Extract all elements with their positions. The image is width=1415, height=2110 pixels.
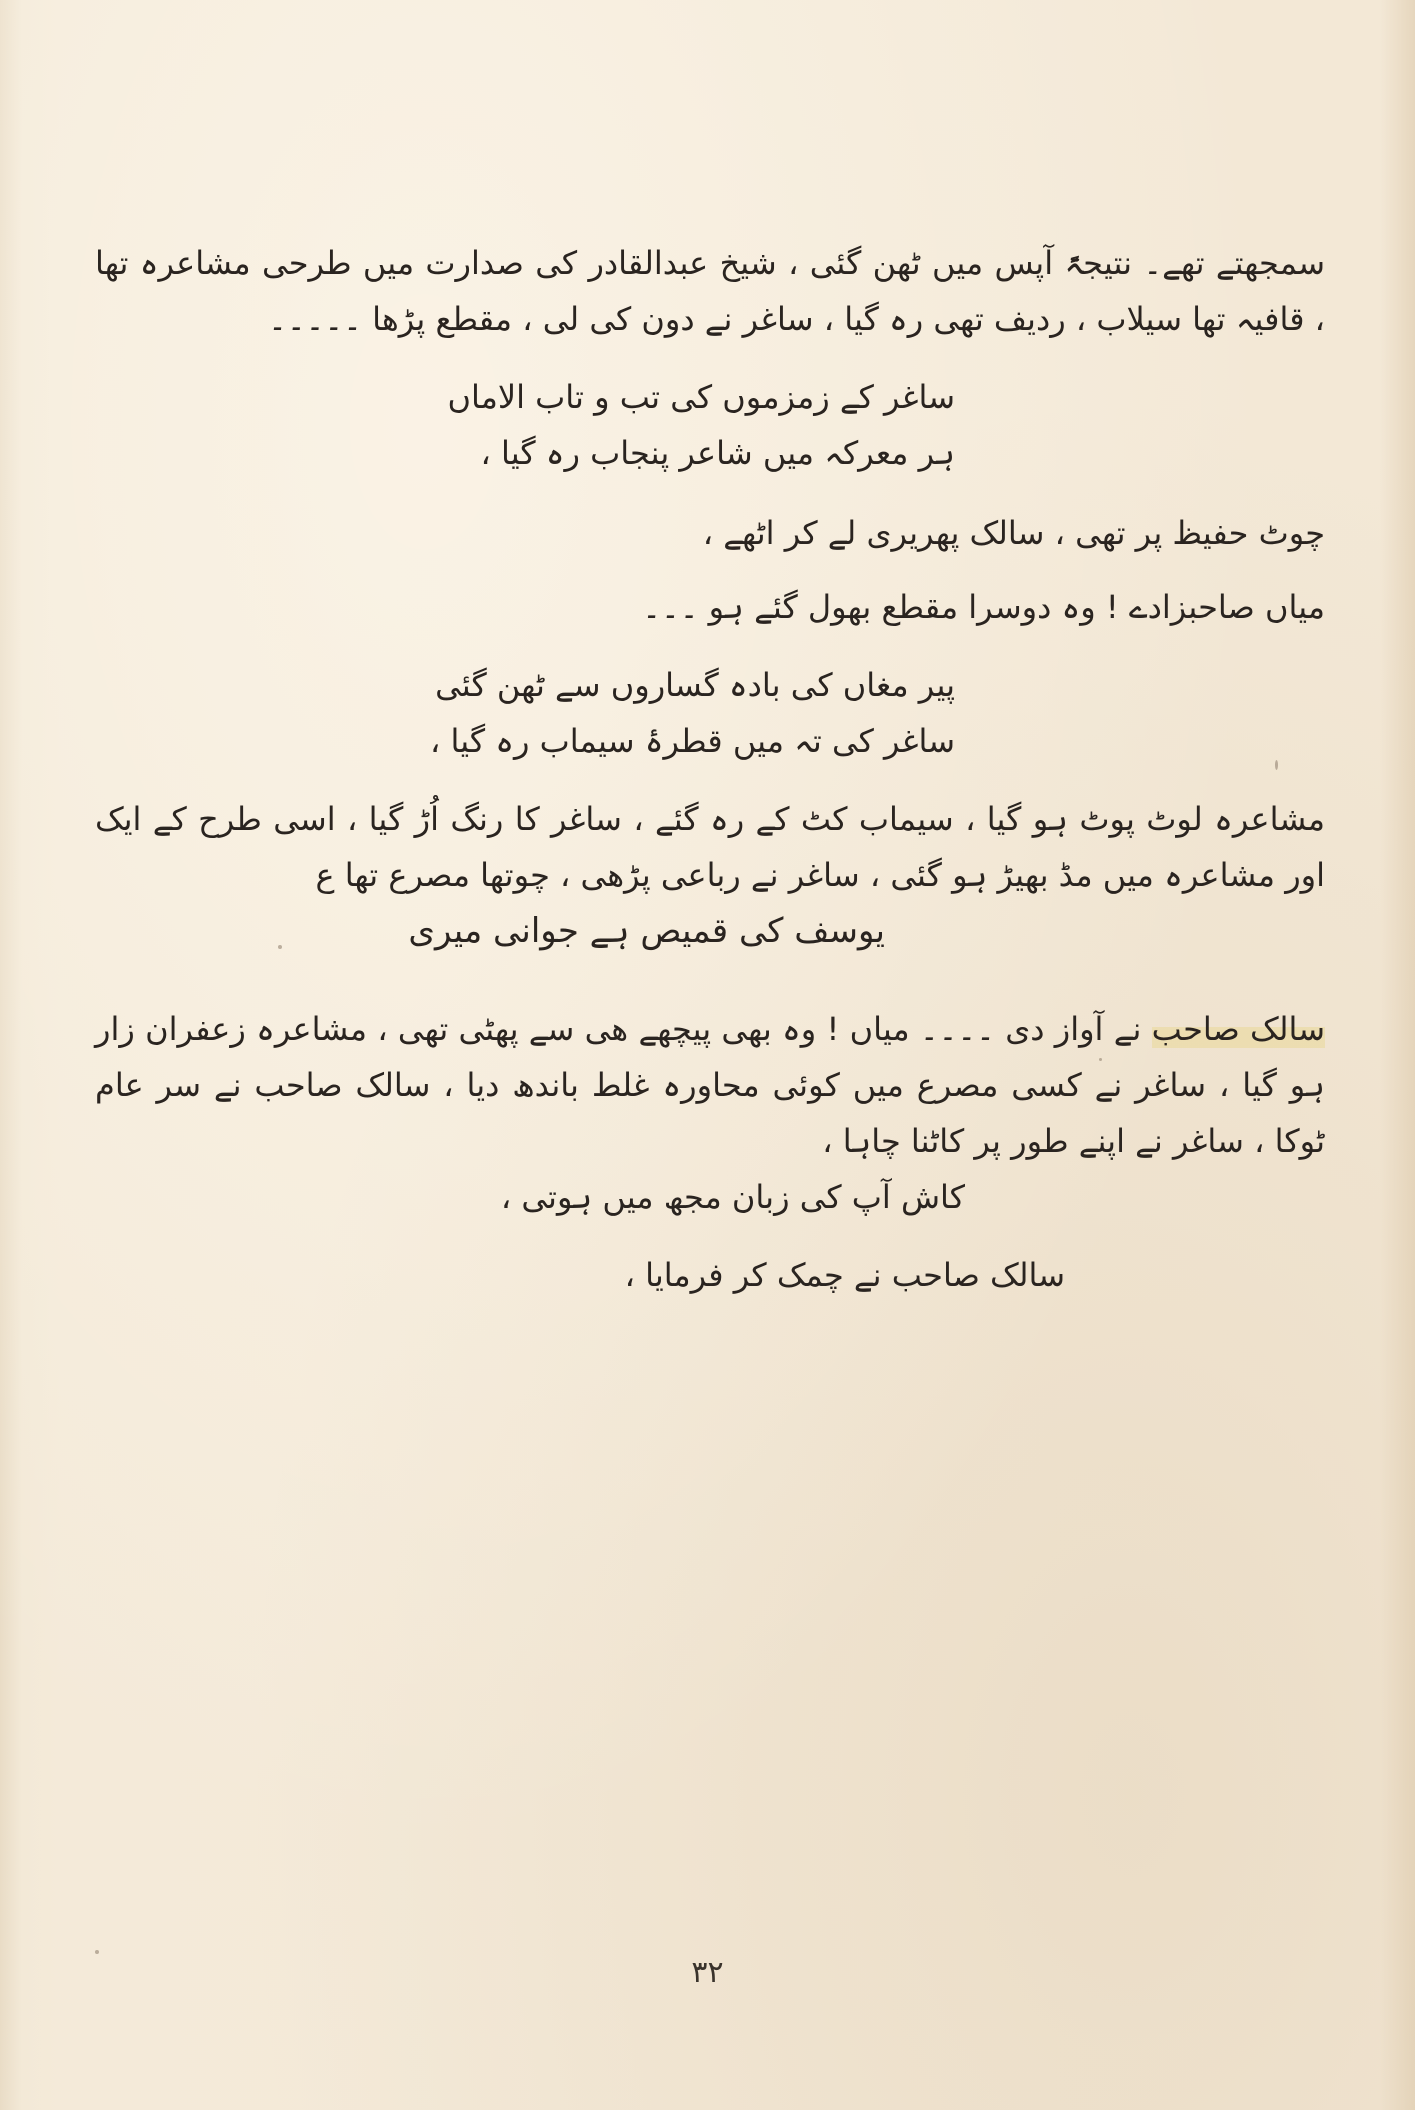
paragraph-mushaira: مشاعرہ لوٹ پوٹ ہو گیا ، سیماب کٹ کے رہ گئے ، ساغر کا رنگ اُڑ گیا ، اسی طرح کے ایک اور مشاعرہ میں مڈ بھیڑ ہو گئی ، ساغر نے رباعی پڑھی ، چوتھا مصرع تھا ع <box>95 800 1325 894</box>
verse-line: پیر مغاں کی بادہ گساروں سے ٹھن گئی <box>435 666 955 704</box>
paragraph-salik-text: نے آواز دی ۔۔۔۔ میاں ! وہ بھی پیچھے ھی سے پھٹی تھی ، مشاعرہ زعفران زار ہو گیا ، ساغر نے کسی مصرع میں کوئی محاورہ غلط باندھ دیا ، سالک صاحب نے سر عام ٹوکا ، ساغر نے اپنے طور پر کاٹنا چاہا ، <box>95 1010 1325 1160</box>
text-line-salik-final: سالک صاحب نے چمک کر فرمایا ، <box>624 1256 1065 1294</box>
paragraph-opening: سمجھتے تھے۔ نتیجۃً آپس میں ٹھن گئی ، شیخ عبدالقادر کی صدارت میں طرحی مشاعرہ تھا ، قافیہ تھا سیلاب ، ردیف تھی رہ گیا ، ساغر نے دون کی لی ، مقطع پڑھا ۔۔۔۔۔ <box>95 244 1325 338</box>
verse-line: ہر معرکہ میں شاعر پنجاب رہ گیا ، <box>480 434 955 472</box>
quoted-misra: یوسف کی قمیص ہے جوانی میری <box>408 911 885 951</box>
body-text <box>95 235 1325 1303</box>
page-number: ۳۲ <box>691 1955 724 1990</box>
verse-line: ساغر کے زمزموں کی تب و تاب الاماں <box>447 378 955 416</box>
text-line-miyan: میاں صاحبزادے ! وہ دوسرا مقطع بھول گئے ہو ۔۔۔ <box>642 588 1325 626</box>
salik-sahib-name: سالک صاحب <box>1151 1010 1326 1048</box>
text-line-kash: کاش آپ کی زبان مجھ میں ہوتی ، <box>500 1178 965 1216</box>
verse-line: ساغر کی تہ میں قطرۂ سیماب رہ گیا ، <box>429 722 955 760</box>
ink-speck <box>95 1950 99 1954</box>
text-line-chot: چوٹ حفیظ پر تھی ، سالک پھریری لے کر اٹھے ، <box>702 514 1325 552</box>
paragraph-salik <box>95 1001 1325 1169</box>
